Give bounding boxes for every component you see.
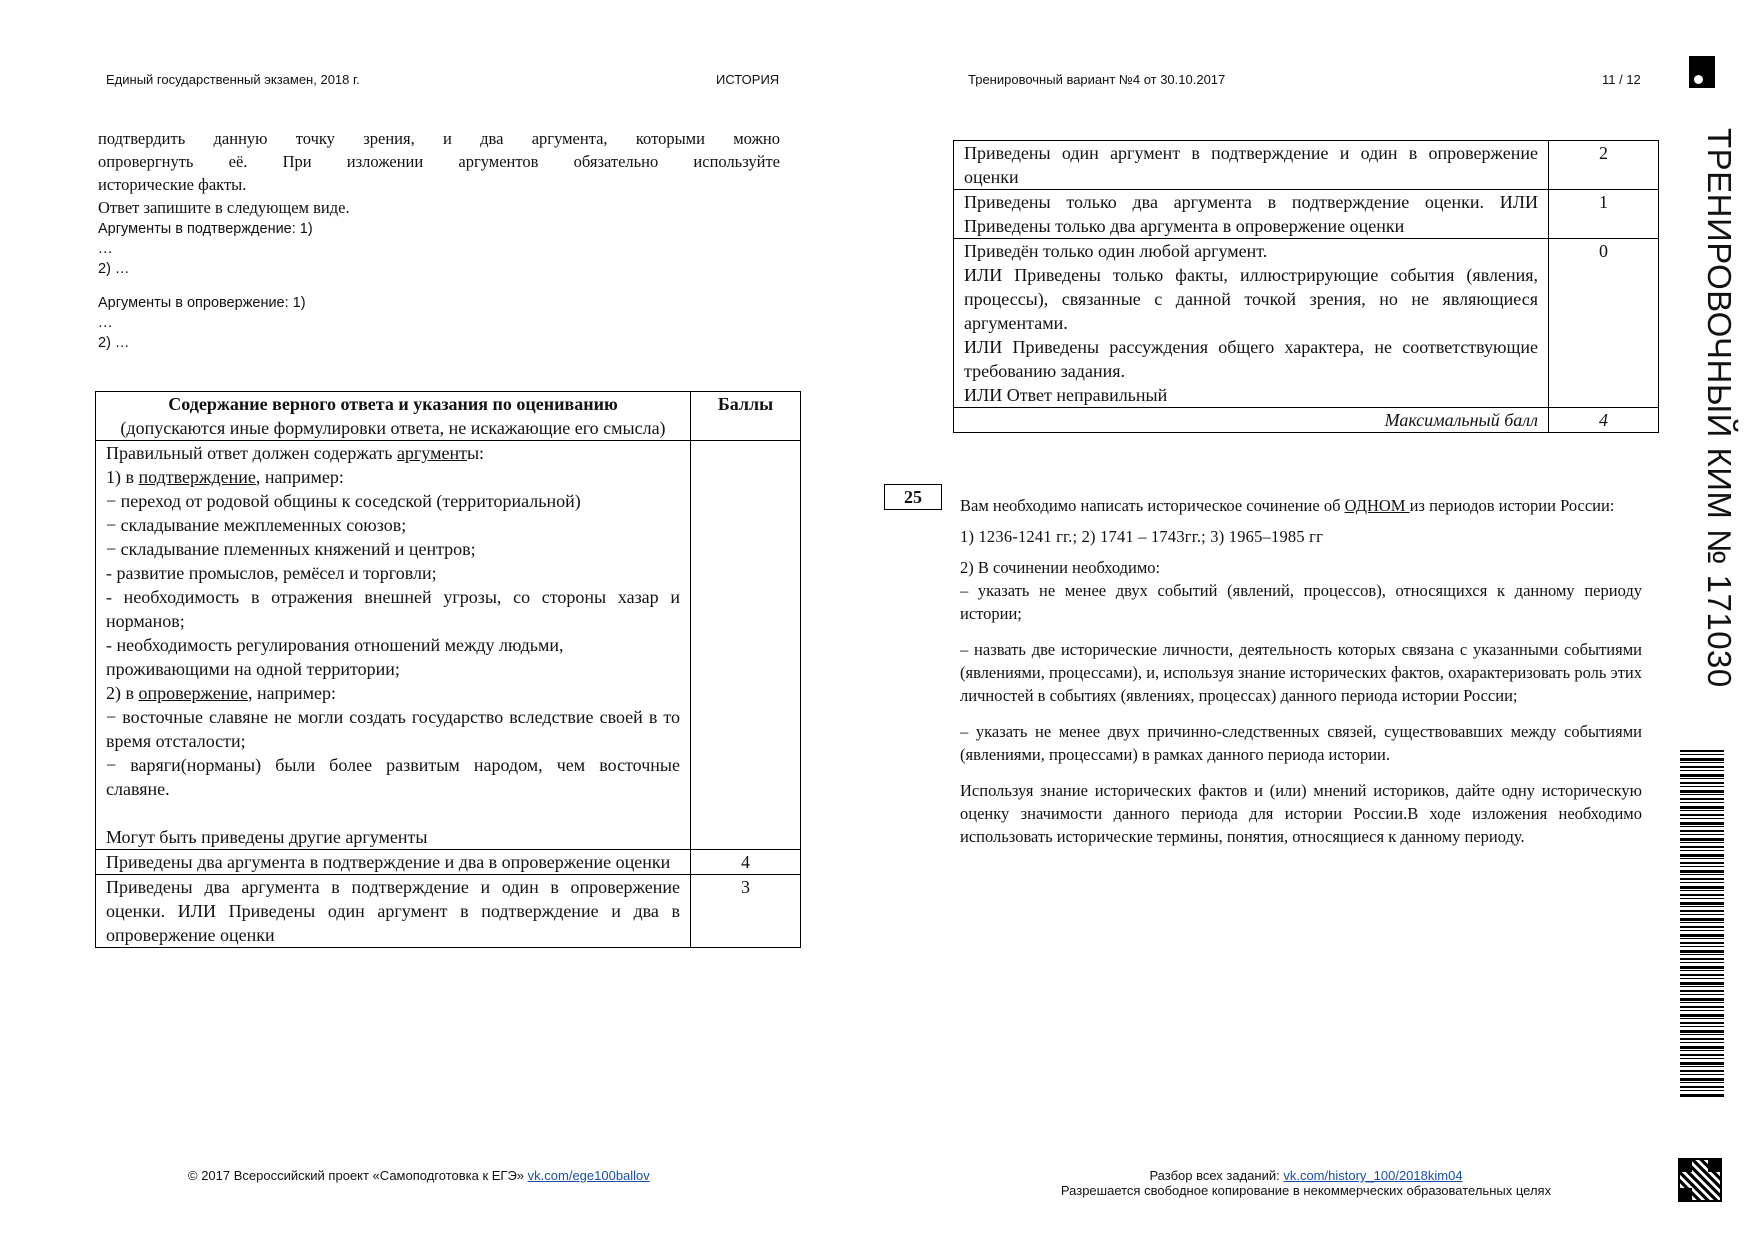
- table-header-row: [96, 392, 801, 441]
- footer-copy-note: Разрешается свободное копирование в некоммерческих образовательных целях: [1060, 1183, 1552, 1198]
- task-25-text: [960, 494, 1642, 848]
- content-against-heading: 2) в опровержение, например:: [106, 683, 336, 703]
- intro-line-3: исторические факты.: [98, 175, 247, 194]
- answer-instruction: Ответ запишите в следующем виде.: [98, 198, 350, 217]
- arguments-for-dots: …: [98, 241, 113, 257]
- requirement-2: – назвать две исторические личности, деятельность которых связана с указанными событиями (явлениями, процессами), и, используя знание исторических фактов, охарактеризовать роль этих личностей в событиях (явлениях, процессах) данного периода истории России;: [960, 640, 1642, 705]
- header-subject: ИСТОРИЯ: [716, 72, 780, 87]
- arguments-against-dots: …: [98, 315, 113, 331]
- arguments-for-label: Аргументы в подтверждение: 1): [98, 221, 313, 237]
- criteria-cell: Приведены два аргумента в подтверждение и два в опровержение оценки: [96, 850, 691, 875]
- other-arguments-note: Могут быть приведены другие аргументы: [106, 827, 428, 847]
- list-item: - необходимость регулирования отношений между людьми, проживающими на одной территории;: [106, 635, 564, 679]
- corner-mark-icon: [1689, 56, 1715, 88]
- footer-copyright: © 2017 Всероссийский проект «Самоподготовка к ЕГЭ»: [188, 1168, 528, 1183]
- qr-code-icon: [1678, 1158, 1722, 1202]
- list-item: − варяги(норманы) были более развитым народом, чем восточные славяне.: [106, 755, 680, 799]
- table-row: [96, 850, 801, 875]
- header-title: Содержание верного ответа и указания по оцениванию: [168, 394, 618, 414]
- points-cell: 1: [1549, 190, 1659, 239]
- table-row: [96, 441, 801, 850]
- list-item: − складывание межплеменных союзов;: [106, 515, 407, 535]
- criteria-cell: Приведены два аргумента в подтверждение и один в опровержение оценки. ИЛИ Приведены один аргумент в подтверждение и два в опровержение оценки: [96, 875, 691, 948]
- arguments-against-2: 2) …: [98, 335, 130, 351]
- header-subtitle: (допускаются иные формулировки ответа, не искажающие его смысла): [120, 418, 666, 438]
- arguments-against-label: Аргументы в опровержение: 1): [98, 295, 306, 311]
- points-cell: 3: [691, 875, 801, 948]
- intro-line-1: подтвердить данную точку зрения, и два аргумента, которыми можно: [98, 129, 780, 148]
- table-row: [954, 190, 1659, 239]
- side-title-text: ТРЕНИРОВОЧНЫЙ КИМ № 171030: [1701, 128, 1738, 688]
- final-instruction: Используя знание исторических фактов и (или) мнений историков, дайте одну историческую оценку значимости данного периода для истории России.В ходе изложения необходимо использовать исторические термины, понятия, относящиеся к данному периоду.: [960, 781, 1642, 846]
- barcode-icon: [1680, 750, 1724, 1098]
- content-intro: Правильный ответ должен содержать аргументы:: [106, 443, 485, 463]
- arguments-for-2: 2) …: [98, 261, 130, 277]
- footer-left: [188, 1168, 650, 1183]
- table-row: [954, 239, 1659, 408]
- max-score-label: Максимальный балл: [954, 408, 1549, 433]
- table-row: [954, 141, 1659, 190]
- footer-right: [1000, 1168, 1612, 1198]
- list-item: − переход от родовой общины к соседской (территориальной): [106, 491, 581, 511]
- header-content-cell: [96, 392, 691, 441]
- requirement-1: – указать не менее двух событий (явлений, процессов), относящихся к данному периоду истории;: [960, 581, 1642, 623]
- empty-points-cell: [691, 441, 801, 850]
- header-exam-title: Единый государственный экзамен, 2018 г.: [106, 72, 360, 87]
- task-must: 2) В сочинении необходимо:: [960, 558, 1161, 577]
- side-title: [1702, 128, 1742, 728]
- criteria-cell: Приведены один аргумент в подтверждение и один в опровержение оценки: [954, 141, 1549, 190]
- max-score-value: 4: [1549, 408, 1659, 433]
- zero-line-2: ИЛИ Приведены только факты, иллюстрирующие события (явления, процессы), связанные с данной точкой зрения, но не являющиеся аргументами.: [964, 265, 1538, 333]
- criteria-cell: [954, 239, 1549, 408]
- table-row: [96, 875, 801, 948]
- list-item: - необходимость в отражения внешней угрозы, со стороны хазар и норманов;: [106, 587, 680, 631]
- header-points-cell: Баллы: [691, 392, 801, 441]
- scoring-table-right: [953, 140, 1659, 433]
- footer-right-link[interactable]: vk.com/history_100/2018kim04: [1283, 1168, 1463, 1183]
- header-page-number: 11 / 12: [1602, 72, 1641, 87]
- zero-line-3: ИЛИ Приведены рассуждения общего характера, не соответствующие требованию задания.: [964, 337, 1538, 381]
- task-periods: 1) 1236-1241 гг.; 2) 1741 – 1743гг.; 3) 1965–1985 гг: [960, 527, 1324, 546]
- zero-line-4: ИЛИ Ответ неправильный: [964, 385, 1168, 405]
- task-intro: [98, 127, 780, 353]
- scoring-table-left: [95, 391, 801, 948]
- table-row: [954, 408, 1659, 433]
- task-number-box: 25: [884, 484, 942, 510]
- points-cell: 0: [1549, 239, 1659, 408]
- intro-line-2: опровергнуть её. При изложении аргументов обязательно используйте: [98, 152, 780, 171]
- list-item: − восточные славяне не могли создать государство вследствие своей в то время отсталости;: [106, 707, 680, 751]
- content-for-heading: 1) в подтверждение, например:: [106, 467, 344, 487]
- zero-line-1: Приведён только один любой аргумент.: [964, 241, 1268, 261]
- points-cell: 4: [691, 850, 801, 875]
- answer-content-cell: [96, 441, 691, 850]
- header-variant: Тренировочный вариант №4 от 30.10.2017: [968, 72, 1226, 87]
- points-cell: 2: [1549, 141, 1659, 190]
- footer-left-link[interactable]: vk.com/ege100ballov: [527, 1168, 650, 1183]
- task-intro: Вам необходимо написать историческое сочинение об ОДНОМ из периодов истории России:: [960, 496, 1615, 515]
- criteria-cell: Приведены только два аргумента в подтверждение оценки. ИЛИ Приведены только два аргумента в опровержение оценки: [954, 190, 1549, 239]
- footer-analysis-label: Разбор всех заданий:: [1149, 1168, 1284, 1183]
- list-item: - развитие промыслов, ремёсел и торговли;: [106, 563, 437, 583]
- requirement-3: – указать не менее двух причинно-следственных связей, существовавших между событиями (явлениями, процессами) в рамках данного периода истории.: [960, 722, 1642, 764]
- list-item: − складывание племенных княжений и центров;: [106, 539, 476, 559]
